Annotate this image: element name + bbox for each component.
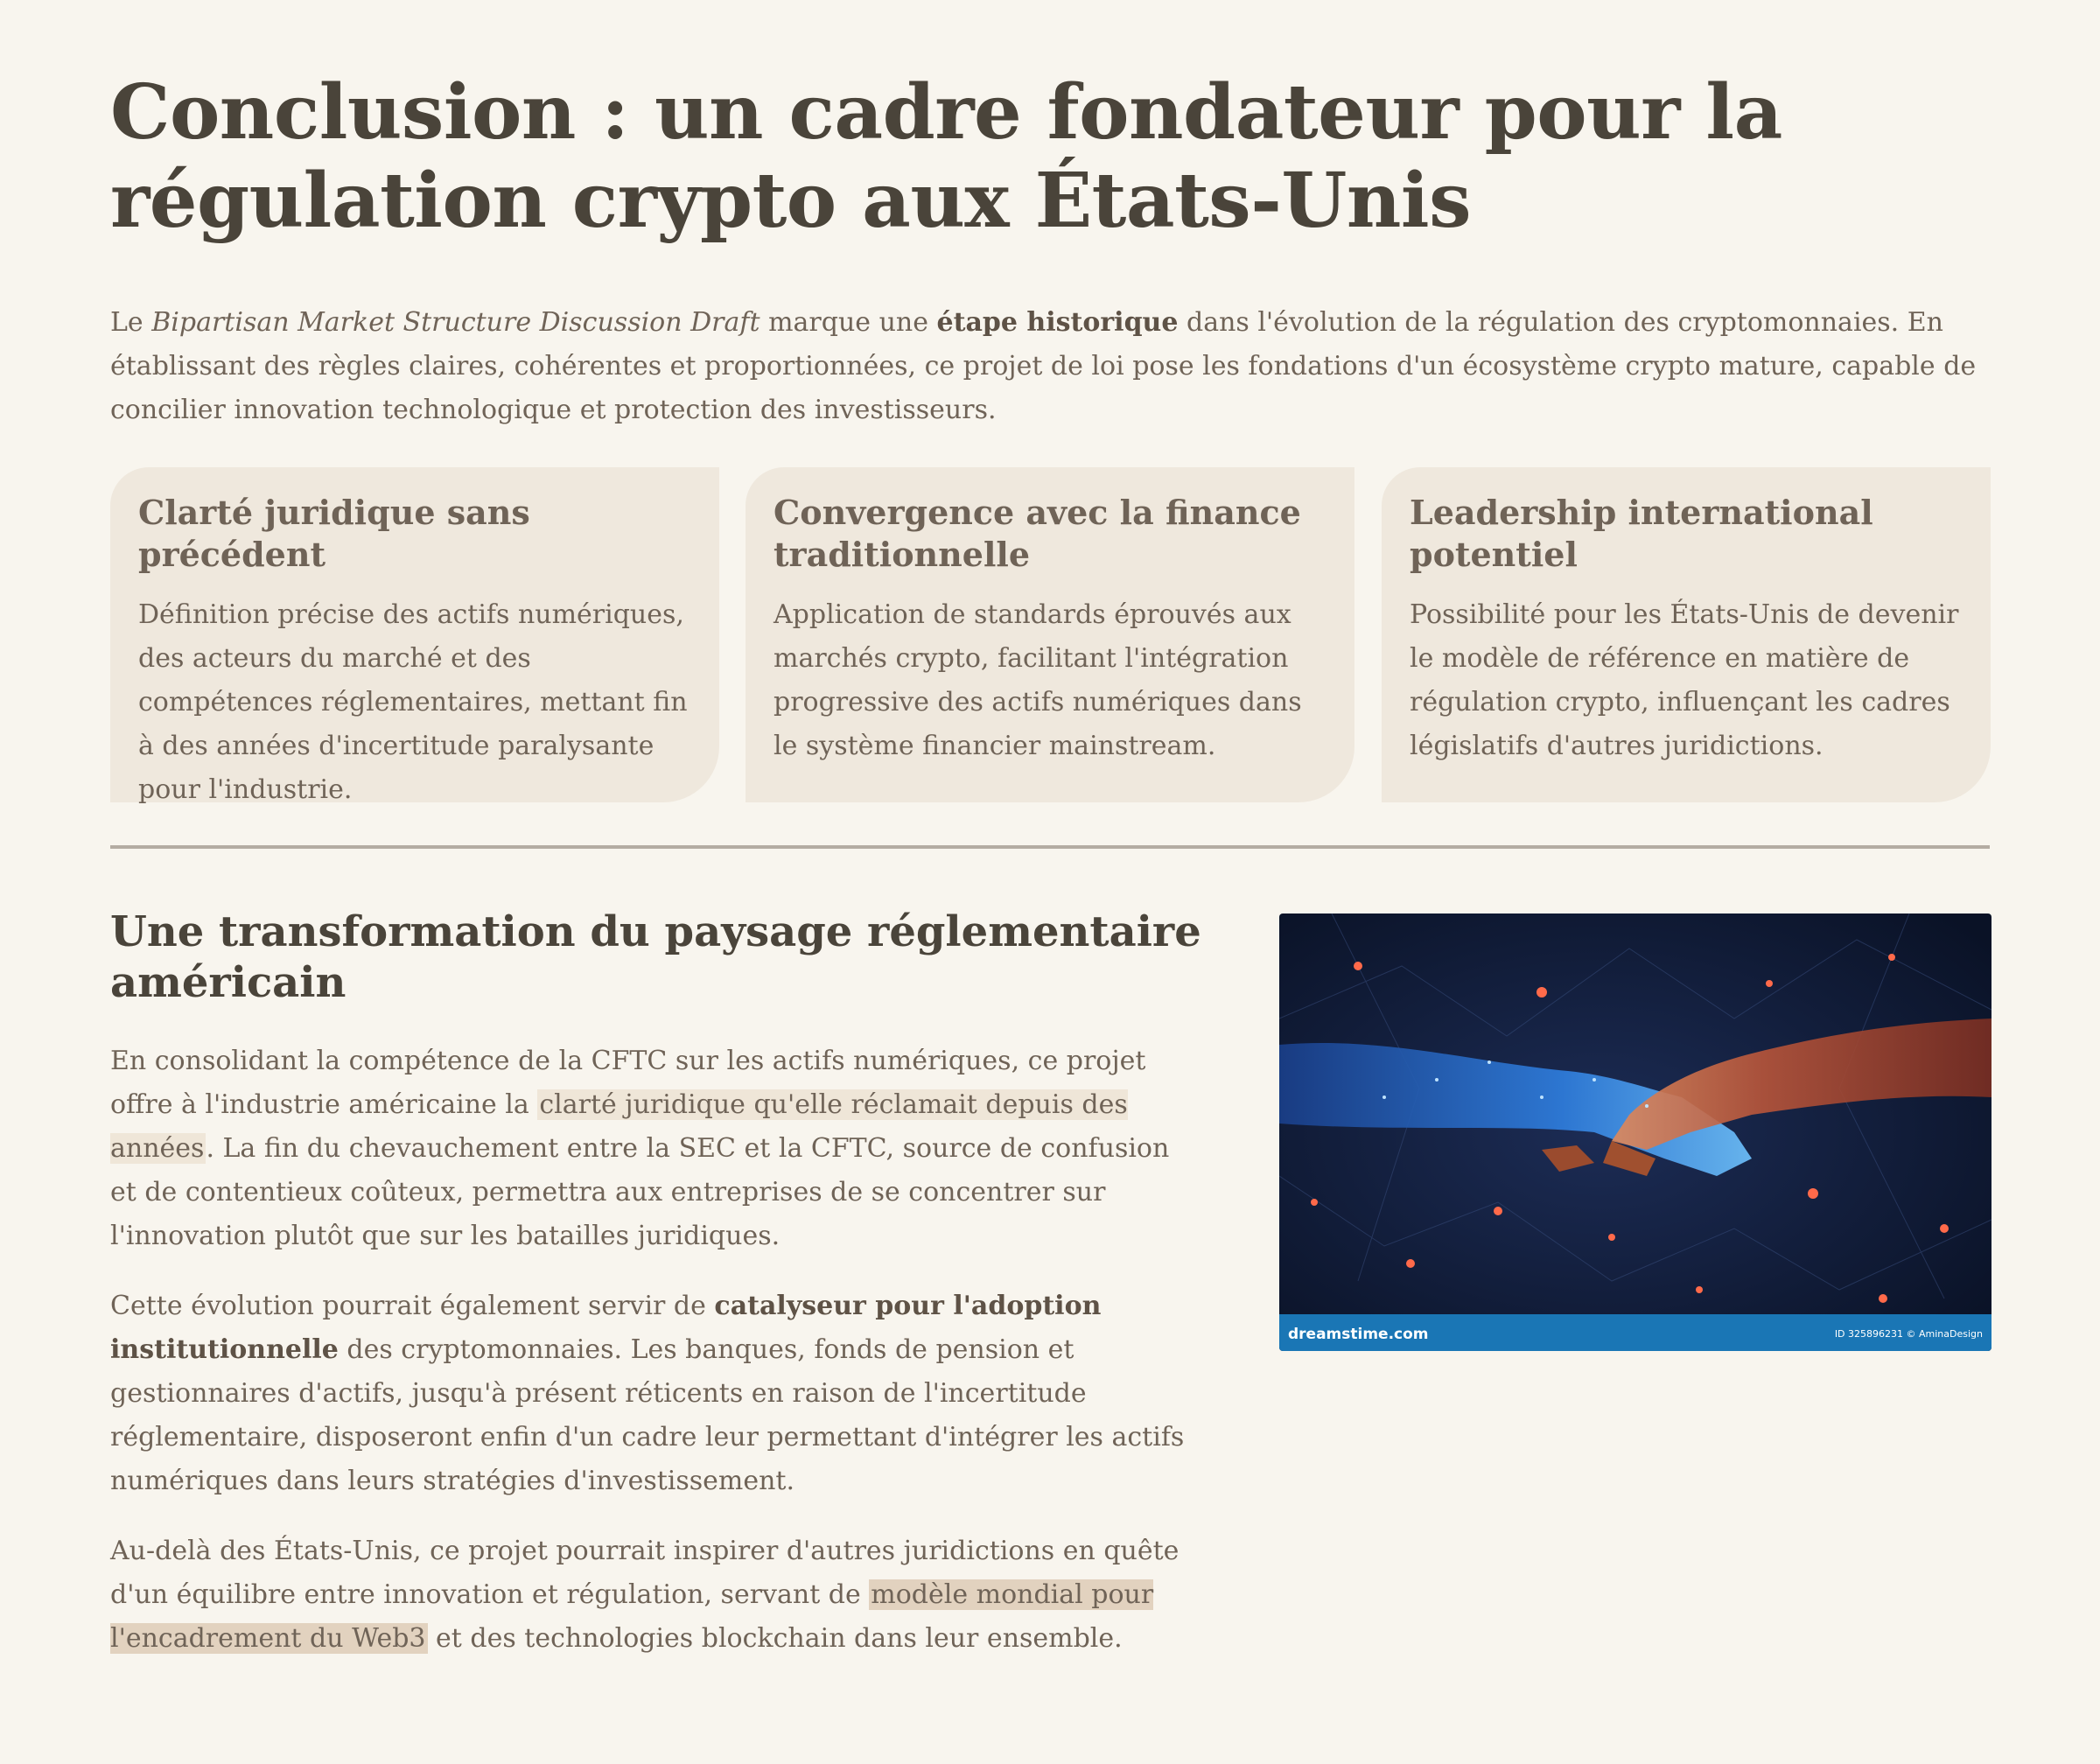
page-title: Conclusion : un cadre fondateur pour la régulation crypto aux États-Unis: [110, 68, 1782, 245]
p2-emphasis: catalyseur pour l'adoption institutionnelle: [110, 1291, 1102, 1365]
p3-text-end: et des technologies blockchain dans leur ensemble.: [427, 1623, 1123, 1654]
card-text: Application de standards éprouvés aux marchés crypto, facilitant l'intégration progressive des actifs numériques dans le système financier mainstream.: [774, 599, 1302, 761]
intro-rest: dans l'évolution de la régulation des cryptomonnaies. En établissant des règles claires, cohérentes et proportionnées, ce projet de loi pose les fondations d'un écosystème crypto mature, capable de concilier innovation technologique et protection des investisseurs.: [110, 307, 1977, 425]
intro-emphasis: étape historique: [936, 307, 1179, 338]
p1-highlight: clarté juridique qu'elle réclamait depuis des années: [110, 1089, 1128, 1164]
p3-highlight: modèle mondial pour l'encadrement du Web3: [110, 1579, 1154, 1654]
p1-text: En consolidant la compétence de la CFTC sur les actifs numériques, ce projet offre à l'industrie américaine la: [110, 1046, 1146, 1120]
intro-mid: marque une: [760, 307, 937, 338]
summary-cards: [110, 467, 1990, 805]
watermark-id: ID 325896231 © AminaDesign: [1834, 1328, 1983, 1340]
watermark-brand: dreamstime.com: [1288, 1326, 1429, 1343]
section-paragraph-1: [110, 1040, 1195, 1258]
p2-text: Cette évolution pourrait également servir de: [110, 1291, 715, 1321]
card-convergence: [746, 467, 1354, 802]
card-leadership: [1382, 467, 1991, 802]
section-paragraph-2: [110, 1284, 1195, 1503]
section-title: Une transformation du paysage réglementaire américain: [110, 907, 1201, 1007]
card-text: Possibilité pour les États-Unis de devenir le modèle de référence en matière de régulation crypto, influençant les cadres législatifs d'autres juridictions.: [1410, 599, 1959, 761]
section-divider: [110, 845, 1990, 849]
handshake-image: [1279, 914, 1992, 1351]
p1-text-end: . La fin du chevauchement entre la SEC et la CFTC, source de confusion et de contentieux coûteux, permettra aux entreprises de se concentrer sur l'innovation plutôt que sur les batailles juridiques.: [110, 1133, 1170, 1251]
intro-lead: Le: [110, 307, 152, 338]
section-paragraph-3: [110, 1530, 1195, 1661]
intro-draft-name: Bipartisan Market Structure Discussion Draft: [151, 307, 760, 338]
card-title: Clarté juridique sans précédent: [138, 493, 530, 574]
p2-text-end: des cryptomonnaies. Les banques, fonds de pension et gestionnaires d'actifs, jusqu'à présent réticents en raison de l'incertitude réglementaire, disposeront enfin d'un cadre leur permettant d'intégrer les actifs numériques dans leurs stratégies d'investissement.: [110, 1334, 1185, 1496]
card-title: Convergence avec la finance traditionnelle: [774, 493, 1301, 574]
card-clarte: [110, 467, 719, 805]
p3-text: Au-delà des États-Unis, ce projet pourrait inspirer d'autres juridictions en quête d'un équilibre entre innovation et régulation, servant de: [110, 1536, 1180, 1610]
handshake-illustration: [1279, 914, 1992, 1351]
intro-paragraph: [110, 301, 1992, 432]
card-title: Leadership international potentiel: [1410, 493, 1873, 574]
card-text: Définition précise des actifs numériques, des acteurs du marché et des compétences réglementaires, mettant fin à des années d'incertitude paralysante pour l'industrie.: [138, 599, 688, 805]
section-body: [110, 1040, 1195, 1687]
